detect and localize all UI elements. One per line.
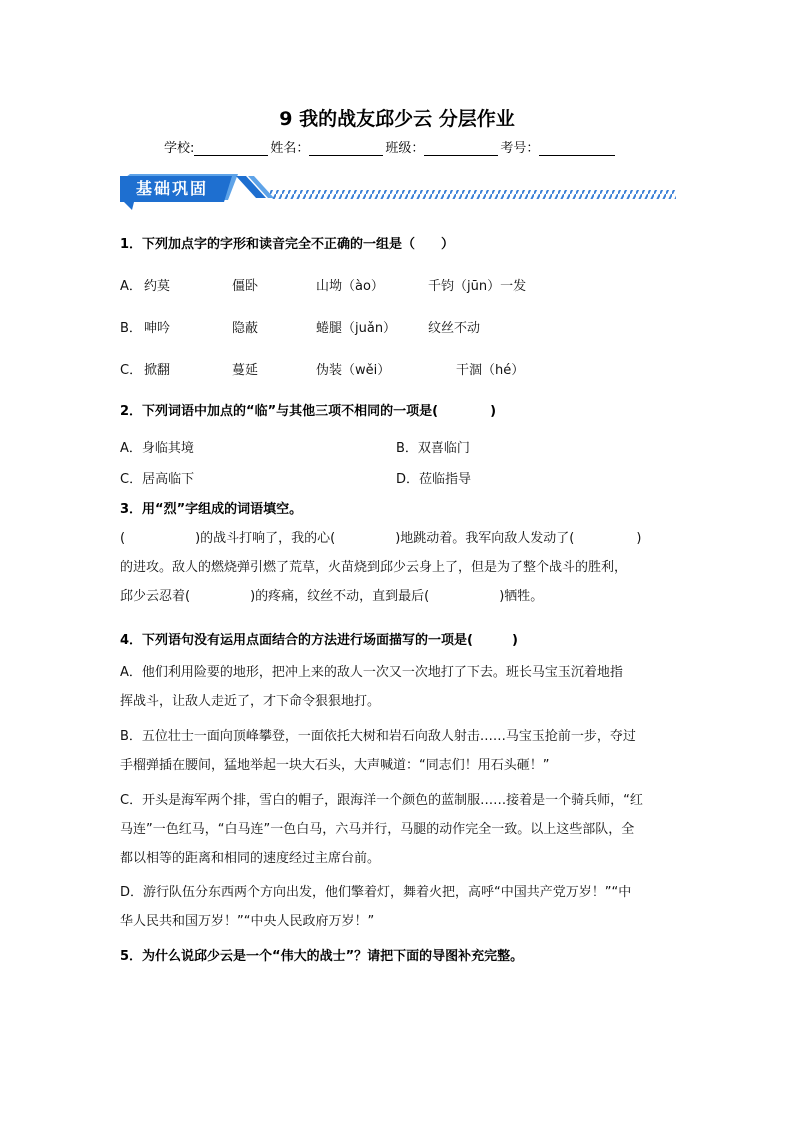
option-line: 华人民共和国万岁！”“中央人民政府万岁！” xyxy=(120,914,375,929)
option-b-word-4: 纹丝不动 xyxy=(428,321,481,336)
banner-hatch-bar xyxy=(270,190,676,199)
text-segment: ) xyxy=(636,531,642,546)
option-b-word-3: 蜷腿（juǎn） xyxy=(316,321,397,336)
question-4-option-a[interactable] xyxy=(120,658,672,716)
page-title: 9 我的战友邱少云 分层作业 xyxy=(279,108,515,130)
question-2-stem: 2．下列词语中加点的“临”与其他三项不相同的一项是( ) xyxy=(120,404,497,419)
option-line: D．游行队伍分东西两个方向出发，他们擎着灯，舞着火把，高呼“中国共产党万岁！”“中 xyxy=(120,885,632,900)
option-c-label: C． xyxy=(120,363,143,378)
option-b-word-2: 隐蔽 xyxy=(232,321,259,336)
text-segment: 邱少云忍着( xyxy=(120,589,191,604)
option-b-word-1: 呻吟 xyxy=(144,321,171,336)
option-a-label: A． xyxy=(120,279,142,294)
question-2-option-c[interactable]: C．居高临下 xyxy=(120,472,195,487)
banner-label: 基础巩固 xyxy=(136,179,209,198)
question-4-option-d[interactable] xyxy=(120,878,672,936)
section-banner xyxy=(120,170,676,210)
question-3-passage xyxy=(120,524,672,611)
option-a-word-1: 约莫 xyxy=(144,279,171,294)
school-label: 学校: xyxy=(164,141,195,156)
text-segment: )牺牲。 xyxy=(499,589,544,604)
question-4-option-b[interactable] xyxy=(120,722,672,780)
option-line: 挥战斗，让敌人走近了，才下命令狠狠地打。 xyxy=(120,694,381,709)
question-3-stem: 3．用“烈”字组成的词语填空。 xyxy=(120,502,303,517)
option-line: A．他们利用险要的地形，把冲上来的敌人一次又一次地打了下去。班长马宝玉沉着地指 xyxy=(120,665,623,680)
text-segment: )的战斗打响了，我的心( xyxy=(195,531,336,546)
banner-tail-shape xyxy=(124,202,134,210)
class-field[interactable] xyxy=(424,141,498,156)
text-segment: ( xyxy=(120,531,126,546)
question-1-stem: 1．下列加点字的字形和读音完全不正确的一组是（ ） xyxy=(120,237,455,252)
name-field[interactable] xyxy=(309,141,383,156)
option-a-word-3: 山坳（ào） xyxy=(316,279,384,294)
exam-no-label: 考号： xyxy=(500,141,540,156)
question-2-option-d[interactable]: D．莅临指导 xyxy=(396,472,472,487)
question-3-line-1 xyxy=(120,524,672,553)
question-4-stem: 4．下列语句没有运用点面结合的方法进行场面描写的一项是( ) xyxy=(120,633,518,648)
option-c-word-3: 伪装（wěi） xyxy=(316,363,391,378)
text-segment: )的疼痛，纹丝不动，直到最后( xyxy=(250,589,430,604)
question-2-option-a[interactable]: A．身临其境 xyxy=(120,441,194,456)
option-line: B．五位壮士一面向顶峰攀登，一面依托大树和岩石向敌人射击……马宝玉抢前一步，夺过 xyxy=(120,729,636,744)
option-line: 都以相等的距离和相同的速度经过主席台前。 xyxy=(120,851,381,866)
option-line: C．开头是海军两个排，雪白的帽子，跟海洋一个颜色的蓝制服……接着是一个骑兵师，“红 xyxy=(120,793,643,808)
exam-no-field[interactable] xyxy=(539,141,615,156)
question-2-option-b[interactable]: B．双喜临门 xyxy=(396,441,470,456)
option-a-word-4: 千钧（jūn）一发 xyxy=(428,279,527,294)
option-c-word-2: 蔓延 xyxy=(232,363,259,378)
school-field[interactable] xyxy=(194,141,268,156)
question-4-option-c[interactable] xyxy=(120,786,672,873)
question-5-stem: 5．为什么说邱少云是一个“伟大的战士”？请把下面的导图补充完整。 xyxy=(120,949,524,964)
option-a-word-2: 僵卧 xyxy=(232,279,259,294)
text-segment: )地跳动着。我军向敌人发动了( xyxy=(395,531,575,546)
option-line: 马连”一色红马，“白马连”一色白马，六马并行，马腿的动作完全一致。以上这些部队，全 xyxy=(120,822,635,837)
option-c-word-4: 干涸（hé） xyxy=(456,363,525,378)
question-3-line-3 xyxy=(120,582,672,611)
name-label: 姓名： xyxy=(270,141,310,156)
option-line: 手榴弹插在腰间，猛地举起一块大石头，大声喊道：“同志们！用石头砸！” xyxy=(120,758,550,773)
class-label: 班级： xyxy=(385,141,425,156)
question-3-line-2: 的进攻。敌人的燃烧弹引燃了荒草，火苗烧到邱少云身上了，但是为了整个战斗的胜利， xyxy=(120,560,628,575)
option-c-word-1: 掀翻 xyxy=(144,363,171,378)
option-b-label: B． xyxy=(120,321,142,336)
student-info-line xyxy=(164,137,617,156)
